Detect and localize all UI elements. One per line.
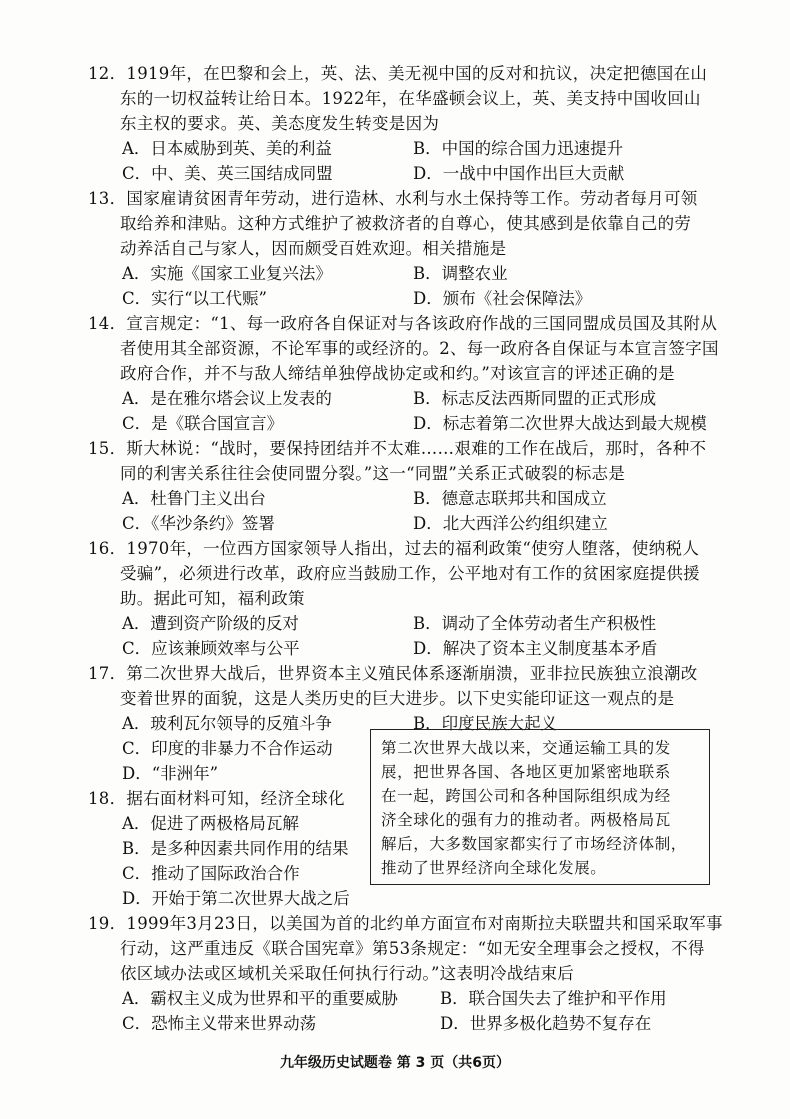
question-14-option-b: B．标志反法西斯同盟的正式形成 [413,389,657,408]
question-15-option-c: C．《华沙条约》签署 [122,514,275,533]
question-15-option-d: D．北大西洋公约组织建立 [413,514,608,533]
question-13-line-2: 取给养和津贴。这种方式维护了被救济者的自尊心，使其感到是依靠自己的劳 [120,214,692,233]
question-13-option-c: C．实行“以工代赈” [122,289,267,308]
question-12-line-1: 12．1919年，在巴黎和会上，英、法、美无视中国的反对和抗议，决定把德国在山 [88,64,708,83]
question-14-line-3: 政府合作，并不与敌人缔结单独停战协定或和约。”对该宣言的评述正确的是 [120,364,675,383]
material-line-2: 展，把世界各国、各地区更加紧密地联系 [381,763,671,781]
question-19-option-a: A．霸权主义成为世界和平的重要威胁 [122,989,398,1008]
question-13-option-b: B．调整农业 [413,264,508,283]
question-17-option-a: A．玻利瓦尔领导的反殖斗争 [122,714,332,733]
question-14-line-1: 14．宣言规定：“1、每一政府各自保证对与各该政府作战的三国同盟成员国及其附从 [88,314,718,333]
page-footer: 九年级历史试题卷 第 3 页（共6页） [279,1055,511,1071]
question-15-option-a: A．杜鲁门主义出台 [122,489,266,508]
question-13-option-a: A．实施《国家工业复兴法》 [122,264,332,283]
question-19-line-2: 行动，这严重违反《联合国宪章》第53条规定：“如无安全理事会之授权，不得 [120,939,705,958]
question-13-option-d: D．颁布《社会保障法》 [413,289,592,308]
material-line-6: 推动了世界经济向全球化发展。 [381,859,607,877]
question-16-option-a: A．遭到资产阶级的反对 [122,614,299,633]
question-12-line-3: 东主权的要求。英、美态度发生转变是因为 [120,114,440,133]
question-19-option-b: B．联合国失去了维护和平作用 [440,989,667,1008]
question-17-line-2: 变着世界的面貌，这是人类历史的巨大进步。以下史实能印证这一观点的是 [120,689,675,708]
question-12-option-c: C．中、美、英三国结成同盟 [122,164,333,183]
question-13-line-1: 13．国家雇请贫困青年劳动，进行造林、水利与水土保持等工作。劳动者每月可领 [88,189,698,208]
question-19-option-c: C．恐怖主义带来世界动荡 [122,1014,317,1033]
question-19-line-1: 19．1999年3月23日，以美国为首的北约单方面宣布对南斯拉夫联盟共和国采取军事 [88,914,723,933]
question-14-option-c: C．是《联合国宣言》 [122,414,284,433]
question-16-option-d: D．解决了资本主义制度基本矛盾 [413,639,658,658]
question-12-option-b: B．中国的综合国力迅速提升 [413,139,624,158]
question-15-option-b: B．德意志联邦共和国成立 [413,489,607,508]
question-14-option-d: D．标志着第二次世界大战达到最大规模 [413,414,707,433]
question-16-line-2: 受骗”，必须进行改革，政府应当鼓励工作，公平地对有工作的贫困家庭提供援 [120,564,700,583]
question-15-line-2: 同的利害关系往往会使同盟分裂。”这一“同盟”关系正式破裂的标志是 [120,464,626,483]
material-box [370,729,710,885]
question-12-option-d: D．一战中中国作出巨大贡献 [413,164,625,183]
question-17-option-c: C．印度的非暴力不合作运动 [122,739,333,758]
question-19-option-d: D．世界多极化趋势不复存在 [440,1014,652,1033]
question-15-line-1: 15．斯大林说：“战时，要保持团结并不太难……艰难的工作在战后，那时，各种不 [88,439,707,458]
question-16-line-1: 16．1970年，一位西方国家领导人指出，过去的福利政策“使穷人堕落，使纳税人 [88,539,700,558]
material-line-1: 第二次世界大战以来，交通运输工具的发 [381,739,671,757]
question-17-option-b: B．印度民族大起义 [413,714,558,733]
question-16-line-3: 助。据此可知，福利政策 [120,589,305,608]
question-18-option-d: D．开始于第二次世界大战之后 [122,889,350,908]
question-14-option-a: A．是在雅尔塔会议上发表的 [122,389,332,408]
question-16-option-c: C．应该兼顾效率与公平 [122,639,300,658]
material-line-3: 在一起，跨国公司和各种国际组织成为经 [381,787,671,805]
question-14-line-2: 者使用其全部资源，不论军事的或经济的。2、每一政府各自保证与本宣言签字国 [120,339,719,358]
question-17-option-d: D．“非洲年” [122,764,219,783]
question-18-line-1: 18．据右面材料可知，经济全球化 [88,789,345,808]
question-19-line-3: 依区域办法或区域机关采取任何执行行动。”这表明冷战结束后 [120,964,575,983]
question-18-option-c: C．推动了国际政治合作 [122,864,300,883]
question-13-line-3: 动养活自己与家人，因而颇受百姓欢迎。相关措施是 [120,239,507,258]
question-16-option-b: B．调动了全体劳动者生产积极性 [413,614,657,633]
question-18-option-b: B．是多种因素共同作用的结果 [122,839,349,858]
material-line-4: 济全球化的强有力的推动者。两极格局瓦 [381,811,671,829]
question-12-option-a: A．日本威胁到英、美的利益 [122,139,332,158]
question-12-line-2: 东的一切权益转让给日本。1922年，在华盛顿会议上，英、美支持中国收回山 [120,89,701,108]
question-18-option-a: A．促进了两极格局瓦解 [122,814,299,833]
question-17-line-1: 17．第二次世界大战后，世界资本主义殖民体系逐渐崩溃，亚非拉民族独立浪潮改 [88,664,698,683]
material-line-5: 解后，大多数国家都实行了市场经济体制， [381,835,687,853]
